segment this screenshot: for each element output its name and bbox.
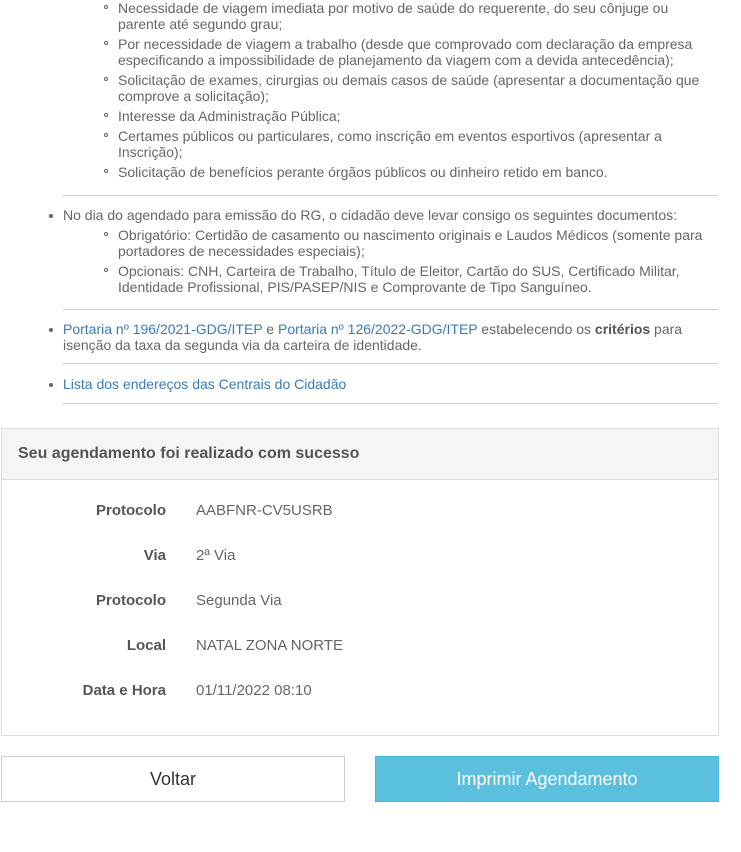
detail-value: AABFNR-CV5USRB <box>196 502 333 519</box>
list-item: Solicitação de benefícios perante órgãos públicos ou dinheiro retido em banco. <box>118 164 718 180</box>
list-item: Solicitação de exames, cirurgias ou demais casos de saúde (apresentar a documentação que comprove a solicitação); <box>118 72 718 104</box>
addresses-list <box>0 376 718 392</box>
circle-bullet-icon <box>104 5 108 9</box>
detail-label: Local <box>126 637 166 654</box>
detail-label: Data e Hora <box>82 682 166 699</box>
detail-row-datetime <box>2 681 718 701</box>
detail-label: Protocolo <box>96 592 166 609</box>
detail-row-local <box>2 636 718 656</box>
addresses-link[interactable]: Lista dos endereços das Centrais do Cidadão <box>63 376 347 392</box>
documents-intro: No dia do agendado para emissão do RG, o cidadão deve levar consigo os seguintes documentos: <box>63 207 678 223</box>
divider <box>63 309 718 310</box>
list-item: Certames públicos ou particulares, como inscrição em eventos esportivos (apresentar a Inscrição); <box>118 128 718 160</box>
divider <box>63 403 718 404</box>
panel-title: Seu agendamento foi realizado com sucesso <box>2 429 718 480</box>
list-item <box>63 207 718 295</box>
detail-row-via <box>2 546 718 566</box>
documents-sublist <box>63 227 718 295</box>
detail-row-protocolo-type <box>2 591 718 611</box>
circle-bullet-icon <box>104 77 108 81</box>
travel-reasons-list <box>0 0 718 180</box>
bullet-icon <box>49 214 53 218</box>
detail-value: Segunda Via <box>196 592 282 609</box>
circle-bullet-icon <box>104 232 108 236</box>
portaria-126-link[interactable]: Portaria nº 126/2022-GDG/ITEP <box>277 321 478 337</box>
list-item: Obrigatório: Certidão de casamento ou nascimento originais e Laudos Médicos (somente para portadores de necessidades especiais); <box>118 227 718 259</box>
back-button[interactable]: Voltar <box>1 756 345 802</box>
bullet-icon <box>49 383 53 387</box>
detail-row-protocolo <box>2 501 718 521</box>
requirements-section <box>0 0 718 404</box>
circle-bullet-icon <box>104 41 108 45</box>
portaria-list <box>0 321 718 353</box>
portaria-196-link[interactable]: Portaria nº 196/2021-GDG/ITEP <box>63 321 263 337</box>
confirmation-panel <box>1 428 719 736</box>
detail-value: 2ª Via <box>196 547 236 564</box>
list-item: Opcionais: CNH, Carteira de Trabalho, Título de Eleitor, Cartão do SUS, Certificado Militar, Identidade Profissional, PIS/PASEP/NIS e Comprovante de Tipo Sanguíneo. <box>118 263 718 295</box>
detail-value: NATAL ZONA NORTE <box>196 637 343 654</box>
list-item: Interesse da Administração Pública; <box>118 108 718 124</box>
list-item: Portaria nº 196/2021-GDG/ITEP e Portaria nº 126/2022-GDG/ITEP estabelecendo os critérios para isenção da taxa da segunda via da carteira de identidade. <box>0 321 718 353</box>
criteria-bold: critérios <box>594 321 651 337</box>
print-appointment-button[interactable]: Imprimir Agendamento <box>375 756 719 802</box>
list-item <box>63 376 718 392</box>
bullet-icon <box>49 328 53 332</box>
circle-bullet-icon <box>104 133 108 137</box>
circle-bullet-icon <box>104 169 108 173</box>
circle-bullet-icon <box>104 268 108 272</box>
documents-list <box>0 207 718 295</box>
detail-label: Protocolo <box>96 502 166 519</box>
detail-label: Via <box>143 547 166 564</box>
detail-value: 01/11/2022 08:10 <box>196 682 312 699</box>
circle-bullet-icon <box>104 113 108 117</box>
list-item: Necessidade de viagem imediata por motivo de saúde do requerente, do seu cônjuge ou parente até segundo grau; <box>118 0 718 32</box>
divider <box>63 195 718 196</box>
list-item: Por necessidade de viagem a trabalho (desde que comprovado com declaração da empresa especificando a impossibilidade de planejamento da viagem com a devida antecedência); <box>118 36 718 68</box>
divider <box>63 363 718 364</box>
